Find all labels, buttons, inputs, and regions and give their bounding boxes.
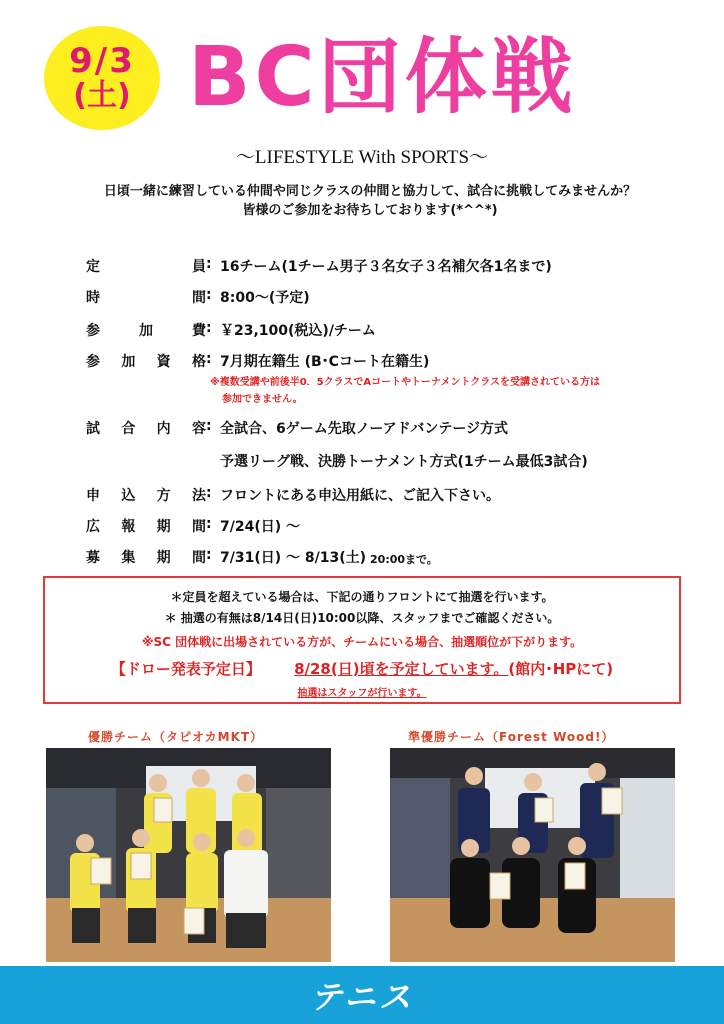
detail-value: フロントにある申込用紙に、ご記入下さい。 (220, 488, 500, 504)
detail-row: 時 間 : 8:00～(予定) (86, 287, 310, 306)
detail-label: 定 員 (86, 259, 206, 275)
detail-row: 広 報 期 間 : 7/24(日) ～ (86, 516, 301, 535)
detail-row: 参 加 費 : ￥23,100(税込)/チーム (86, 320, 376, 339)
detail-label (86, 451, 206, 471)
detail-label: 募 集 期 間 (86, 550, 206, 566)
detail-value: ￥23,100(税込)/チーム (220, 323, 376, 339)
detail-label: 広 報 期 間 (86, 519, 206, 535)
notice-line-red: ※SC 団体戦に出場されている方が、チームにいる場合、抽選順位が下がります。 (141, 635, 583, 649)
eligibility-note: ※複数受講や前後半0．5クラスでAコートやトーナメントクラスを受講されている方は 参加できません。 (210, 377, 600, 405)
notice-line: ＊ 抽選の有無は8/14日(日)10:00以降、スタッフまでご確認ください。 (164, 611, 560, 625)
detail-value: 7/31(日) ～ 8/13(土) (220, 550, 367, 566)
detail-row: 定 員 : 16チーム(1チーム男子３名女子３名補欠各1名まで) (86, 256, 552, 275)
footer-banner (0, 966, 724, 1024)
detail-label: 時 間 (86, 290, 206, 306)
runner-up-caption: 準優勝チーム（Forest Wood!） (408, 730, 615, 744)
detail-row: 試 合 内 容 : 全試合、6ゲーム先取ノーアドバンテージ方式 (86, 418, 509, 437)
detail-value: 7月期在籍生 (B･Cコート在籍生) (220, 354, 430, 370)
detail-row: 募 集 期 間 : 7/31(日) ～ 8/13(土) 20:00まで。 (86, 547, 438, 566)
footer-label: テニス (310, 978, 414, 1016)
date-text: 9/3 (69, 41, 135, 81)
detail-label: 試 合 内 容 (86, 421, 206, 437)
runner-up-team-photo (390, 748, 675, 962)
intro-text: 日頃一緒に練習している仲間や同じクラスの仲間と協力して、試合に挑戦してみませんか？ 皆様のご参加をお待ちしております(*^^*) (103, 184, 637, 218)
detail-value: 8:00～(予定) (220, 290, 310, 306)
notice-line: ＊定員を超えている場合は、下記の通りフロントにて抽選を行います。 (170, 590, 554, 604)
detail-row (86, 451, 588, 471)
detail-label: 参 加 資 格 (86, 354, 206, 370)
winner-team-photo (46, 748, 331, 962)
detail-row: 参 加 資 格 : 7月期在籍生 (B･Cコート在籍生) (86, 351, 430, 370)
detail-value: 全試合、6ゲーム先取ノーアドバンテージ方式 (220, 421, 509, 437)
detail-value: 16チーム(1チーム男子３名女子３名補欠各1名まで) (220, 259, 552, 275)
detail-time-note: 20:00まで。 (370, 553, 438, 566)
event-subtitle: ～LIFESTYLE With SPORTS～ (235, 147, 489, 168)
notice-line: 抽選はスタッフが行います。 (297, 688, 427, 699)
notice-box (43, 576, 681, 704)
detail-value: 予選リーグ戦、決勝トーナメント方式(1チーム最低3試合) (220, 454, 588, 470)
date-badge (44, 26, 160, 130)
event-title: BC団体戦 (188, 30, 577, 125)
detail-value: 7/24(日) ～ (220, 519, 301, 535)
winner-caption: 優勝チーム（タピオカMKT） (88, 730, 264, 744)
weekday-text: (土) (73, 78, 131, 113)
detail-label: 参 加 費 (86, 323, 206, 339)
draw-date-line: 【ドロー発表予定日】 8/28(日)頃を予定しています。(館内･HPにて) (110, 660, 614, 678)
detail-label: 申 込 方 法 (86, 488, 206, 504)
detail-row: 申 込 方 法 : フロントにある申込用紙に、ご記入下さい。 (86, 485, 500, 504)
